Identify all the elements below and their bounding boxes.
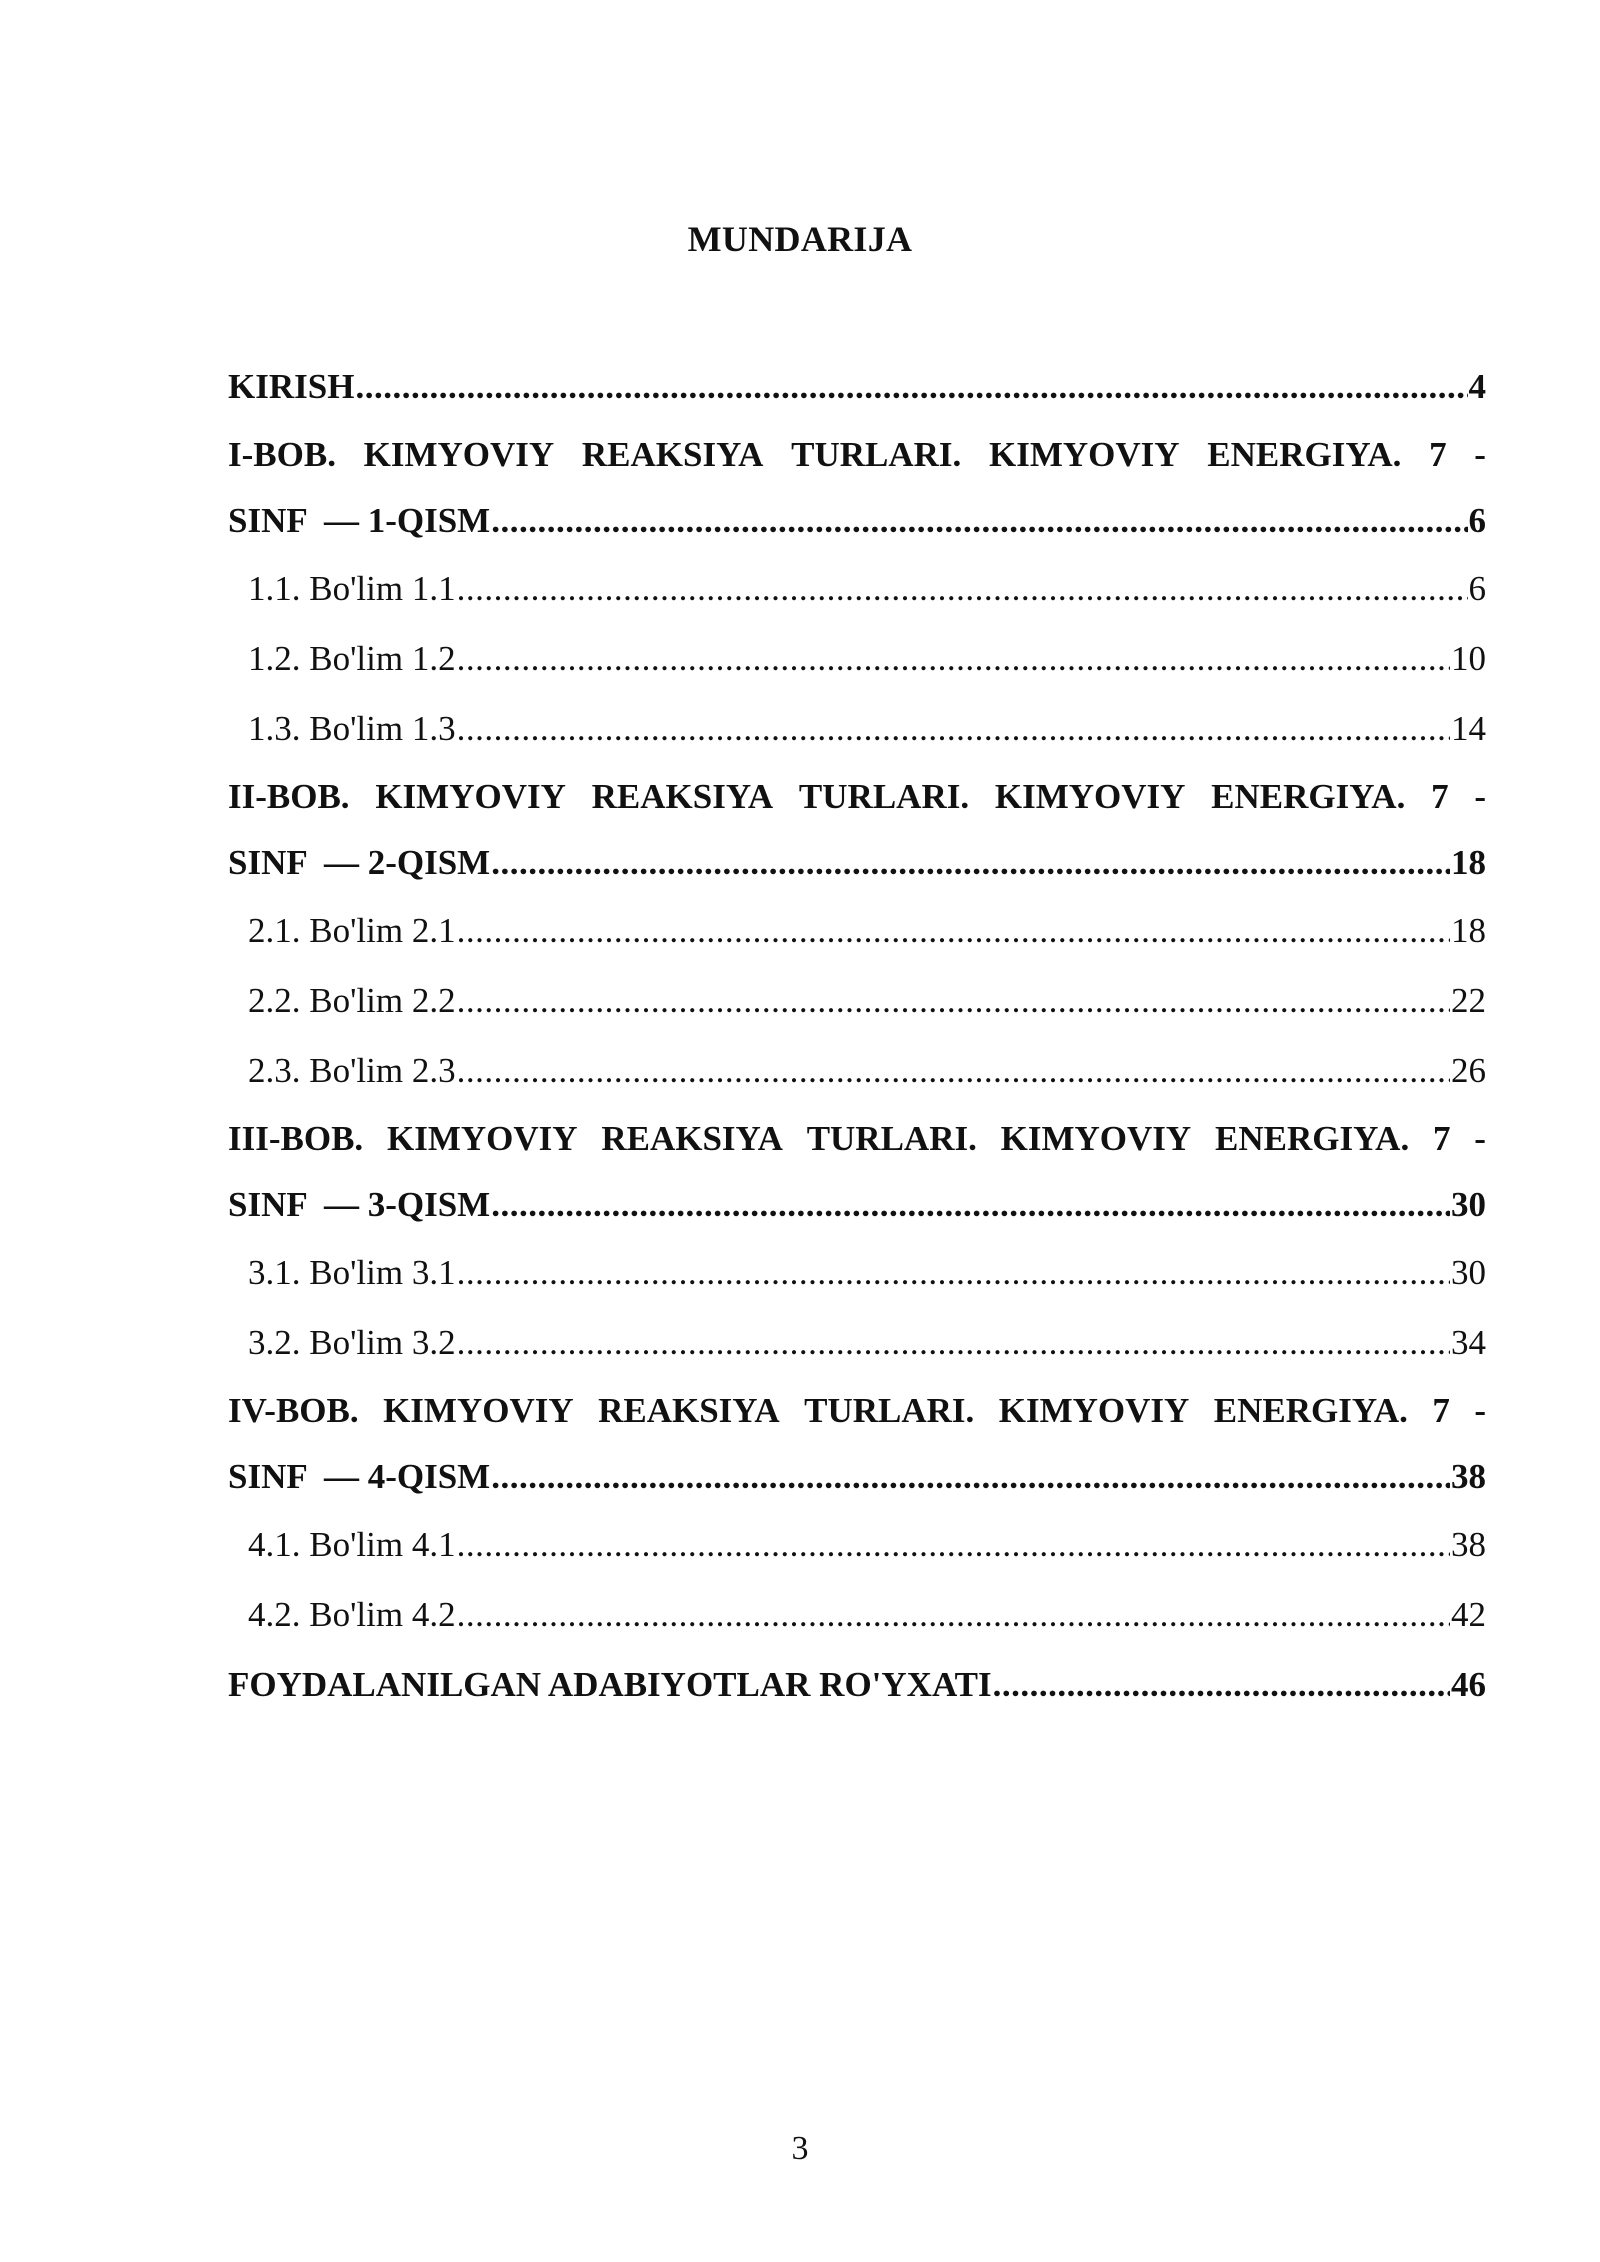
dot-leader xyxy=(457,624,1450,694)
chapter-title-word: I-BOB. xyxy=(228,435,336,474)
toc-entry-page: 6 xyxy=(1468,501,1486,540)
toc-entry-kirish[interactable] xyxy=(228,352,1486,422)
chapter-title-word: - xyxy=(1474,777,1486,816)
toc-entry-label: 2.3. Bo'lim 2.3 xyxy=(248,1051,456,1090)
toc-entry-section[interactable] xyxy=(228,1238,1486,1308)
chapter-title-word: REAKSIYA xyxy=(591,777,774,816)
toc-entry-label: 1.2. Bo'lim 1.2 xyxy=(248,639,456,678)
chapter-title-word: REAKSIYA xyxy=(581,435,764,474)
chapter-title-word: 7 xyxy=(1429,435,1447,474)
table-of-contents xyxy=(228,352,1486,1720)
toc-entry-bibliography[interactable] xyxy=(228,1650,1486,1720)
chapter-title-word: ENERGIYA. xyxy=(1215,1119,1410,1158)
toc-entry-section[interactable] xyxy=(228,1308,1486,1378)
toc-entry-label: 2.1. Bo'lim 2.1 xyxy=(248,911,456,950)
chapter-title-word: III-BOB. xyxy=(228,1119,364,1158)
dot-leader xyxy=(457,694,1450,764)
toc-entry-label: SINF — 2-QISM xyxy=(228,843,491,882)
dot-leader xyxy=(457,1308,1450,1378)
chapter-title-word: REAKSIYA xyxy=(598,1391,780,1430)
toc-entry-label: 4.1. Bo'lim 4.1 xyxy=(248,1525,456,1564)
toc-entry-label: 1.1. Bo'lim 1.1 xyxy=(248,569,456,608)
toc-entry-page: 38 xyxy=(1451,1525,1486,1564)
chapter-title-word: ENERGIYA. xyxy=(1211,777,1406,816)
chapter-title-word: - xyxy=(1474,435,1486,474)
page-title: MUNDARIJA xyxy=(687,219,913,259)
dot-leader xyxy=(491,830,1450,896)
toc-entry-section[interactable] xyxy=(228,1036,1486,1106)
chapter-title-word: KIMYOVIY xyxy=(988,435,1180,474)
chapter-title-word: KIMYOVIY xyxy=(363,435,555,474)
toc-entry-page: 4 xyxy=(1468,367,1486,406)
toc-entry-label: 2.2. Bo'lim 2.2 xyxy=(248,981,456,1020)
toc-entry-label: 1.3. Bo'lim 1.3 xyxy=(248,709,456,748)
chapter-title-word: TURLARI. xyxy=(806,1119,977,1158)
toc-entry-section[interactable] xyxy=(228,554,1486,624)
toc-entry-page: 42 xyxy=(1451,1595,1486,1634)
toc-entry-label: 3.2. Bo'lim 3.2 xyxy=(248,1323,456,1362)
toc-entry-label: KIRISH xyxy=(228,367,355,406)
dot-leader xyxy=(457,554,1468,624)
dot-leader xyxy=(491,488,1467,554)
toc-entry-label: SINF — 1-QISM xyxy=(228,501,491,540)
toc-entry-page: 46 xyxy=(1451,1665,1486,1704)
chapter-title-word: ENERGIYA. xyxy=(1207,435,1402,474)
chapter-title-word: II-BOB. xyxy=(228,777,350,816)
toc-entry-page: 6 xyxy=(1468,569,1486,608)
chapter-4 xyxy=(228,1378,1486,1650)
dot-leader xyxy=(457,1036,1450,1106)
chapter-title-word: KIMYOVIY xyxy=(994,777,1186,816)
toc-entry-page: 34 xyxy=(1451,1323,1486,1362)
dot-leader xyxy=(355,352,1467,422)
toc-entry-page: 30 xyxy=(1451,1253,1486,1292)
chapter-title-word: KIMYOVIY xyxy=(383,1391,574,1430)
chapter-title-line[interactable] xyxy=(228,764,1486,830)
toc-entry-page: 10 xyxy=(1451,639,1486,678)
dot-leader xyxy=(491,1444,1450,1510)
dot-leader xyxy=(491,1172,1450,1238)
toc-entry-page: 30 xyxy=(1451,1185,1486,1224)
chapter-title-word: TURLARI. xyxy=(798,777,970,816)
toc-entry-label: 4.2. Bo'lim 4.2 xyxy=(248,1595,456,1634)
chapter-title-word: TURLARI. xyxy=(791,435,962,474)
dot-leader xyxy=(993,1650,1450,1720)
chapter-title-word: REAKSIYA xyxy=(601,1119,783,1158)
chapter-title-word: - xyxy=(1474,1391,1486,1430)
toc-entry-page: 18 xyxy=(1451,911,1486,950)
toc-entry-section[interactable] xyxy=(228,1580,1486,1650)
toc-entry-chapter[interactable] xyxy=(228,830,1486,896)
dot-leader xyxy=(457,1238,1450,1308)
chapter-title-line[interactable] xyxy=(228,1378,1486,1444)
chapter-title-line[interactable] xyxy=(228,422,1486,488)
toc-entry-label: SINF — 4-QISM xyxy=(228,1457,491,1496)
dot-leader xyxy=(457,1510,1450,1580)
dot-leader xyxy=(457,1580,1450,1650)
toc-entry-page: 14 xyxy=(1451,709,1486,748)
page-number: 3 xyxy=(791,2130,809,2167)
toc-entry-chapter[interactable] xyxy=(228,1172,1486,1238)
toc-entry-page: 26 xyxy=(1451,1051,1486,1090)
chapter-title-word: KIMYOVIY xyxy=(386,1119,578,1158)
chapter-3 xyxy=(228,1106,1486,1378)
toc-entry-label: 3.1. Bo'lim 3.1 xyxy=(248,1253,456,1292)
toc-entry-label: FOYDALANILGAN ADABIYOTLAR RO'YXATI xyxy=(228,1665,992,1704)
chapter-2 xyxy=(228,764,1486,1106)
chapter-title-word: 7 xyxy=(1432,1391,1450,1430)
toc-entry-section[interactable] xyxy=(228,624,1486,694)
toc-entry-section[interactable] xyxy=(228,966,1486,1036)
chapter-title-word: ENERGIYA. xyxy=(1213,1391,1408,1430)
toc-entry-chapter[interactable] xyxy=(228,1444,1486,1510)
toc-entry-section[interactable] xyxy=(228,694,1486,764)
toc-entry-page: 38 xyxy=(1451,1457,1486,1496)
toc-entry-chapter[interactable] xyxy=(228,488,1486,554)
chapter-title-word: - xyxy=(1474,1119,1486,1158)
chapter-title-word: KIMYOVIY xyxy=(375,777,566,816)
chapter-title-word: 7 xyxy=(1433,1119,1451,1158)
chapter-title-word: 7 xyxy=(1431,777,1449,816)
dot-leader xyxy=(457,896,1450,966)
toc-entry-page: 22 xyxy=(1451,981,1486,1020)
toc-entry-section[interactable] xyxy=(228,1510,1486,1580)
toc-entry-section[interactable] xyxy=(228,896,1486,966)
toc-entry-page: 18 xyxy=(1451,843,1486,882)
chapter-title-word: KIMYOVIY xyxy=(998,1391,1190,1430)
chapter-1 xyxy=(228,422,1486,764)
chapter-title-line[interactable] xyxy=(228,1106,1486,1172)
chapter-title-word: TURLARI. xyxy=(804,1391,975,1430)
chapter-title-word: IV-BOB. xyxy=(228,1391,359,1430)
toc-entry-label: SINF — 3-QISM xyxy=(228,1185,491,1224)
dot-leader xyxy=(457,966,1450,1036)
chapter-title-word: KIMYOVIY xyxy=(1000,1119,1192,1158)
